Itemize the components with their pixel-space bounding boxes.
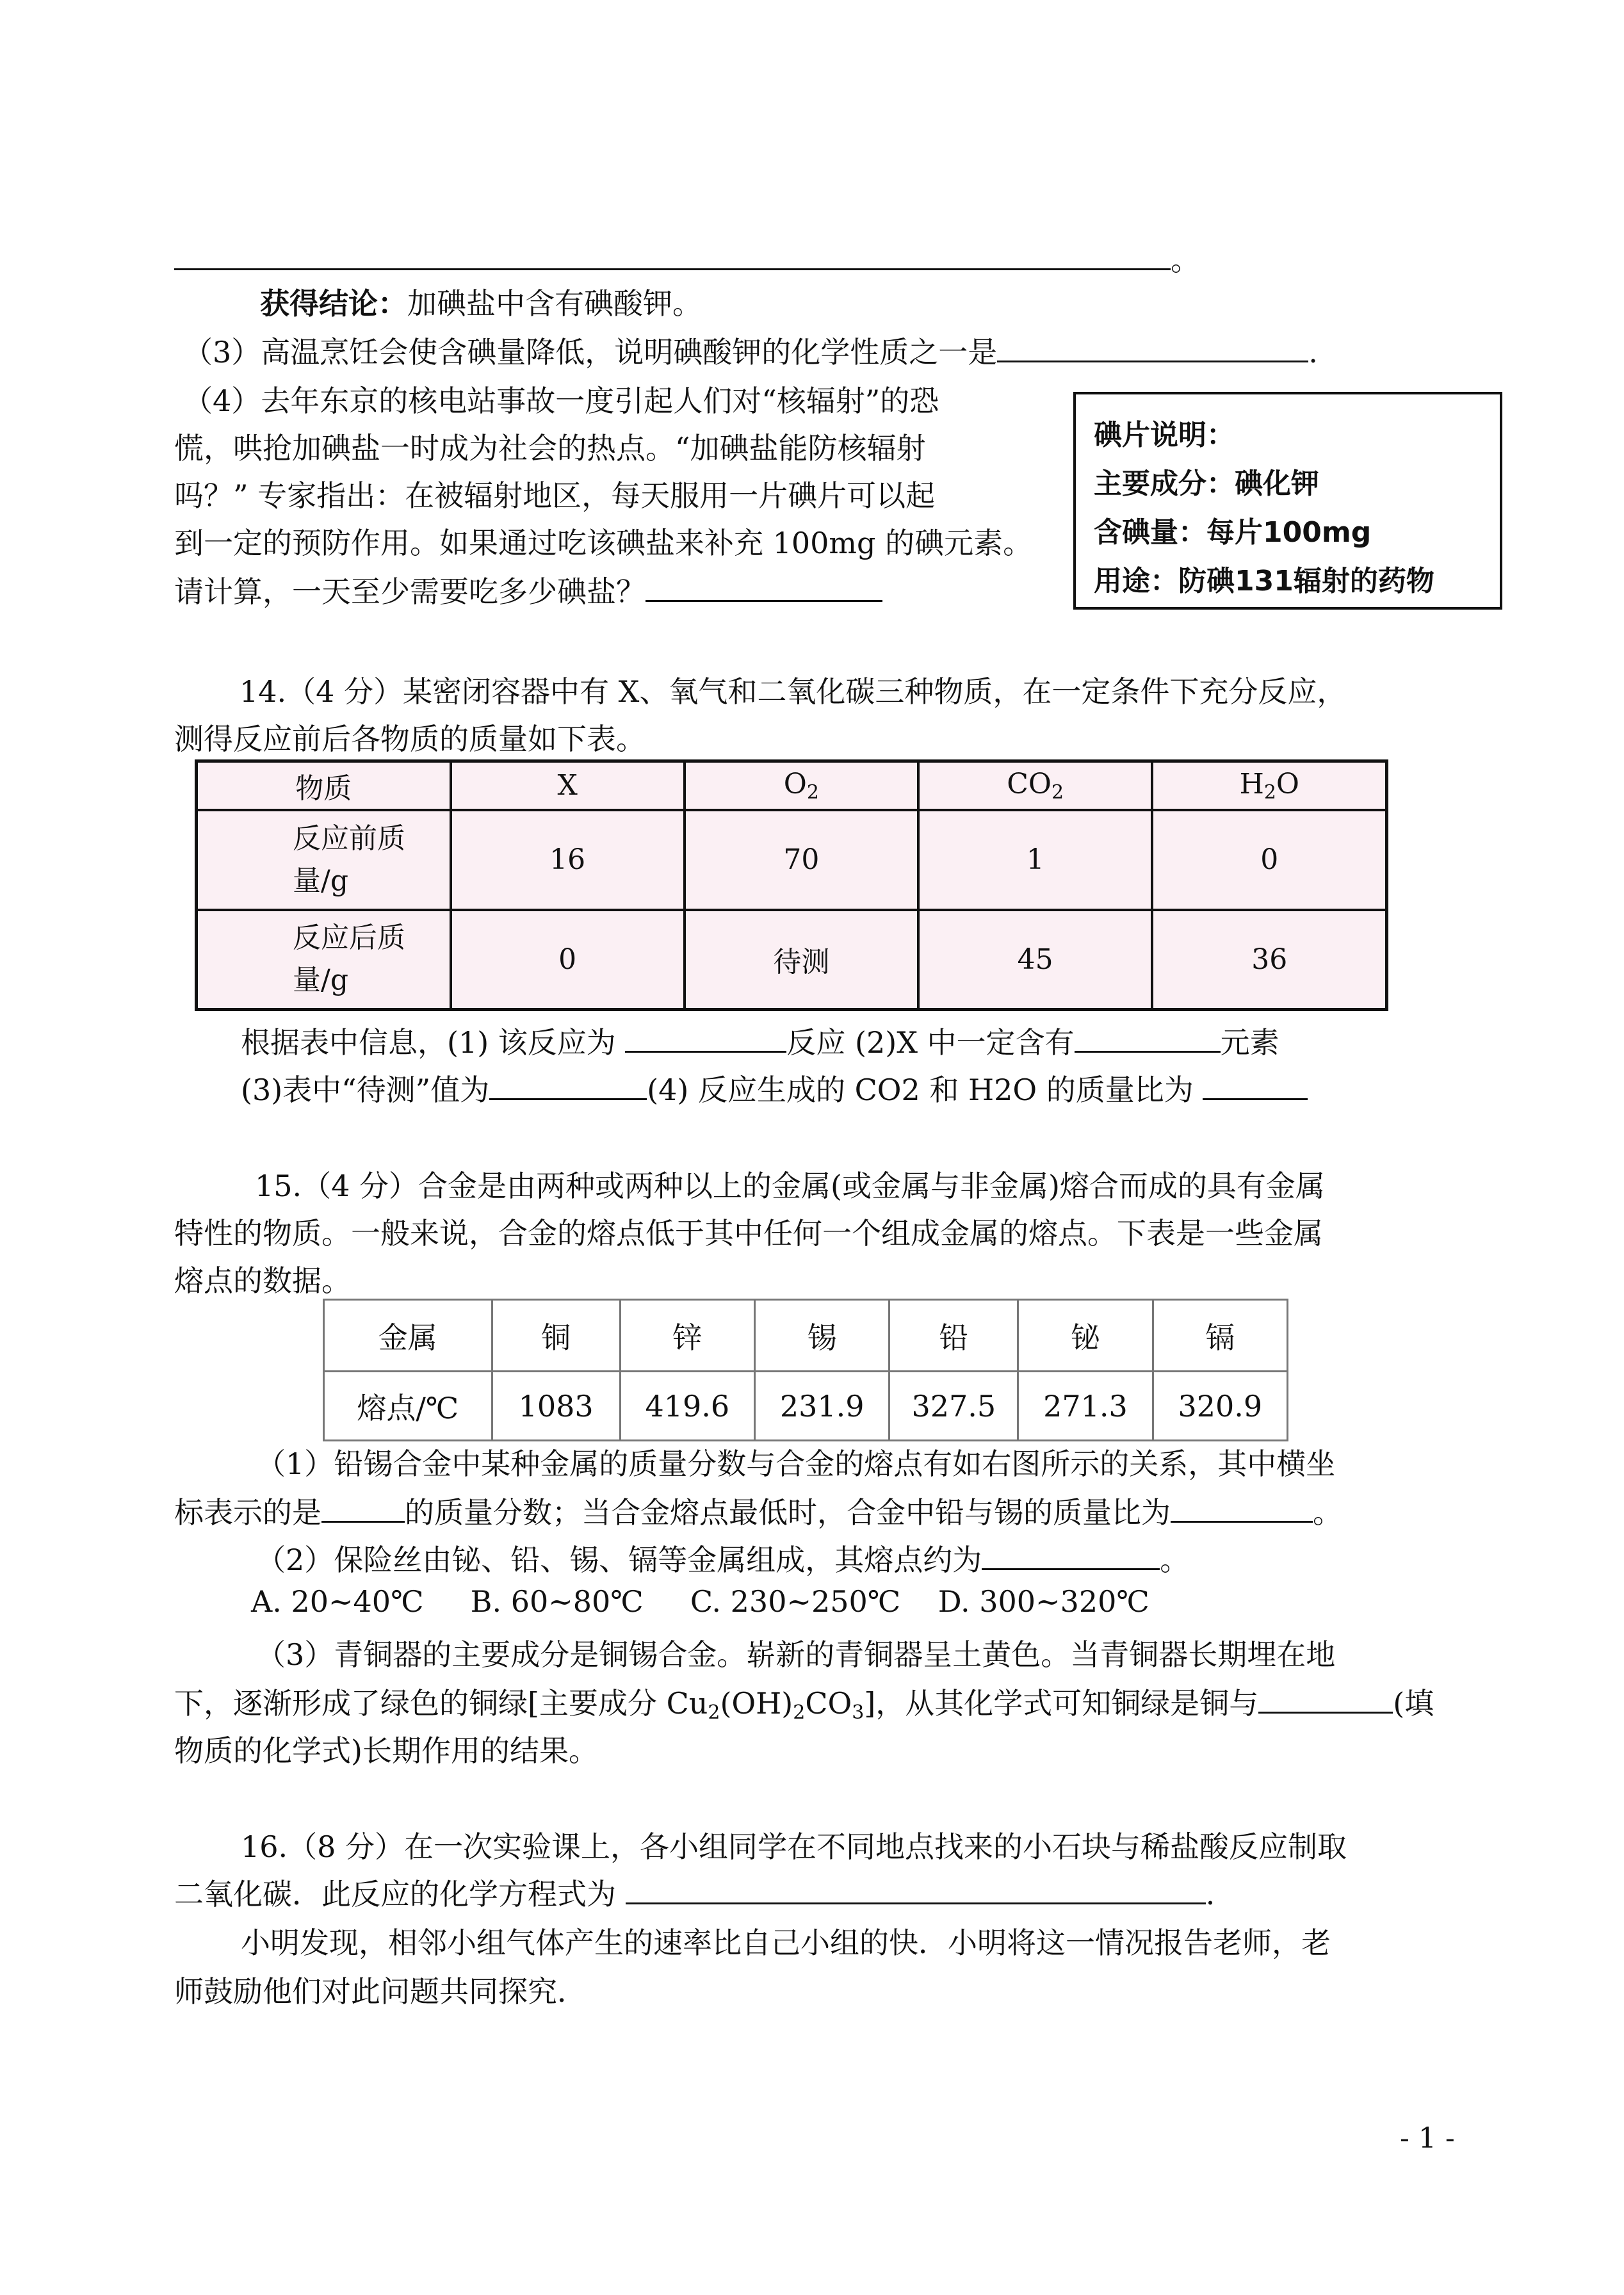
q15-part3-line3: 物质的化学式)长期作用的结果。	[174, 1733, 598, 1768]
period: .	[1308, 335, 1318, 369]
q14-line2: 测得反应前后各物质的质量如下表。	[174, 722, 646, 756]
conclusion-text: 加碘盐中含有碘酸钾。	[407, 286, 702, 321]
q15-text: ]，从其化学式可知铜绿是铜与	[864, 1686, 1259, 1721]
row-label-line: 反应后质	[293, 921, 405, 955]
q14-after-line2	[241, 1067, 1308, 1109]
cell: 16	[451, 810, 685, 910]
q13-part4-line5	[174, 569, 882, 611]
cell: 待测	[685, 910, 918, 1010]
box-title: 碘片说明：	[1094, 419, 1235, 451]
blank-line	[1258, 1683, 1393, 1714]
cell: 45	[918, 910, 1153, 1010]
q15-text: 下，逐渐形成了绿色的铜绿[主要成分 Cu	[174, 1686, 708, 1721]
cell: 70	[685, 810, 918, 910]
row-label-line: 量/g	[293, 964, 348, 997]
q13-part4-question: 请计算，一天至少需要吃多少碘盐？	[174, 574, 646, 609]
q13-part4-line3: 吗？” 专家指出：在被辐射地区，每天服用一片碘片可以起	[174, 478, 936, 513]
q15-text: (OH)	[720, 1686, 793, 1721]
header-cell: 镉	[1153, 1300, 1287, 1372]
table-header-row	[324, 1300, 1288, 1372]
cell: 36	[1152, 910, 1386, 1010]
q15-text: CO	[805, 1686, 852, 1721]
q13-part3-text: （3）高温烹饪会使含碘量降低，说明碘酸钾的化学性质之一是	[183, 335, 998, 369]
formula-text: O	[1276, 767, 1299, 800]
cell: 0	[1152, 810, 1386, 910]
cell: 0	[451, 910, 685, 1010]
q15-text: 。	[1160, 1543, 1190, 1577]
q15-part3-line2	[174, 1680, 1434, 1724]
blank-line	[174, 240, 1171, 270]
box-iodine-content: 含碘量：每片100mg	[1094, 516, 1372, 549]
header-cell	[918, 761, 1153, 810]
q14-text: 根据表中信息，(1) 该反应为	[241, 1025, 626, 1060]
conclusion-line	[260, 280, 702, 323]
header-cell: 铜	[492, 1300, 620, 1372]
table-row	[197, 910, 1387, 1010]
box-ingredient: 主要成分：碘化钾	[1094, 467, 1319, 500]
subscript: 2	[708, 1701, 720, 1724]
cell: 1	[918, 810, 1153, 910]
subscript: 2	[793, 1701, 806, 1724]
q16-line1: 16.（8 分）在一次实验课上，各小组同学在不同地点找来的小石块与稀盐酸反应制取	[241, 1829, 1347, 1864]
table-row	[197, 810, 1387, 910]
row-label	[197, 810, 451, 910]
formula-text: CO	[1007, 767, 1052, 800]
blank-line	[489, 1070, 647, 1100]
q15-text: 的质量分数；当合金熔点最低时，合金中铅与锡的质量比为	[405, 1495, 1171, 1530]
end-mark: 。	[1171, 243, 1200, 277]
blank-line	[321, 1493, 405, 1523]
q14-text: (3)表中“待测”值为	[241, 1073, 490, 1107]
header-cell: 物质	[197, 761, 451, 810]
q15-text: （2）保险丝由铋、铅、锡、镉等金属组成，其熔点约为	[256, 1543, 982, 1577]
header-cell	[685, 761, 918, 810]
cell: 熔点/℃	[324, 1372, 492, 1441]
row-label	[197, 910, 451, 1010]
q15-line2: 特性的物质。一般来说，合金的熔点低于其中任何一个组成金属的熔点。下表是一些金属	[174, 1216, 1323, 1251]
blank-line	[1171, 1493, 1313, 1523]
q16-line4: 师鼓励他们对此问题共同探究．	[174, 1974, 587, 2009]
header-cell: 铋	[1018, 1300, 1153, 1372]
header-cell: 铅	[889, 1300, 1018, 1372]
q15-options: A. 20~40℃ B. 60~80℃ C. 230~250℃ D. 300~320℃	[251, 1584, 1149, 1619]
header-cell: 金属	[324, 1300, 492, 1372]
conclusion-label: 获得结论：	[260, 286, 407, 321]
blank-line	[626, 1874, 1206, 1904]
mass-table	[195, 759, 1388, 1011]
q14-text: 反应 (2)X 中一定含有	[786, 1025, 1075, 1060]
q15-part2	[256, 1537, 1189, 1579]
q16-text: .	[1205, 1877, 1215, 1911]
cell: 271.3	[1018, 1372, 1153, 1441]
q15-line3: 熔点的数据。	[174, 1263, 351, 1298]
table-row	[324, 1372, 1288, 1441]
q16-text: 二氧化碳．此反应的化学方程式为	[174, 1877, 626, 1911]
cell: 419.6	[620, 1372, 754, 1441]
q13-part4-line1: （4）去年东京的核电站事故一度引起人们对“核辐射”的恐	[183, 384, 939, 418]
blank-line	[997, 332, 1308, 362]
q15-part1-line2	[174, 1489, 1342, 1532]
subscript: 3	[852, 1701, 865, 1724]
q14-line1: 14.（4 分）某密闭容器中有 X、氧气和二氧化碳三种物质，在一定条件下充分反应，	[240, 674, 1347, 709]
q16-line2	[174, 1871, 1215, 1913]
page-number: - 1 -	[1400, 2122, 1455, 2155]
q14-after-line1	[241, 1019, 1279, 1062]
subscript: 2	[1263, 781, 1276, 804]
q15-line1: 15.（4 分）合金是由两种或两种以上的金属(或金属与非金属)熔合而成的具有金属	[255, 1169, 1325, 1203]
subscript: 2	[806, 781, 819, 804]
q14-text: 元素	[1220, 1025, 1279, 1060]
row-label-line: 反应前质	[293, 822, 405, 855]
cell: 231.9	[755, 1372, 889, 1441]
q14-text: (4) 反应生成的 CO2 和 H2O 的质量比为	[647, 1073, 1203, 1107]
iodine-tablet-info-box	[1073, 392, 1502, 610]
box-usage: 用途：防碘131辐射的药物	[1094, 565, 1434, 597]
formula-text: H	[1239, 767, 1264, 800]
blank-line	[646, 572, 882, 602]
q15-text: 标表示的是	[174, 1495, 321, 1530]
q15-part1-line1: （1）铅锡合金中某种金属的质量分数与合金的熔点有如右图所示的关系，其中横坐	[256, 1447, 1336, 1481]
formula-text: O	[783, 767, 807, 800]
q15-part3-line1: （3）青铜器的主要成分是铜锡合金。崭新的青铜器呈土黄色。当青铜器长期埋在地	[256, 1637, 1336, 1672]
blank-line	[982, 1540, 1160, 1570]
cell: 1083	[492, 1372, 620, 1441]
q13-part4-line4: 到一定的预防作用。如果通过吃该碘盐来补充 100mg 的碘元素。	[174, 526, 1033, 560]
cell: 320.9	[1153, 1372, 1287, 1441]
table-header-row	[197, 761, 1387, 810]
q13-part3	[183, 329, 1318, 371]
q16-line3: 小明发现，相邻小组气体产生的速率比自己小组的快．小明将这一情况报告老师，老	[241, 1926, 1331, 1960]
q15-text: 。	[1313, 1495, 1342, 1530]
header-cell: X	[451, 761, 685, 810]
answer-line-top	[174, 237, 1200, 279]
blank-line	[1075, 1023, 1221, 1053]
blank-line	[1203, 1070, 1308, 1100]
q15-text: (填	[1393, 1686, 1434, 1721]
header-cell	[1152, 761, 1386, 810]
subscript: 2	[1052, 781, 1064, 804]
q13-part4-line2: 慌，哄抢加碘盐一时成为社会的热点。“加碘盐能防核辐射	[174, 431, 926, 466]
cell: 327.5	[889, 1372, 1018, 1441]
melting-point-table	[323, 1299, 1288, 1441]
row-label-line: 量/g	[293, 864, 348, 897]
header-cell: 锡	[755, 1300, 889, 1372]
blank-line	[625, 1023, 786, 1053]
header-cell: 锌	[620, 1300, 754, 1372]
